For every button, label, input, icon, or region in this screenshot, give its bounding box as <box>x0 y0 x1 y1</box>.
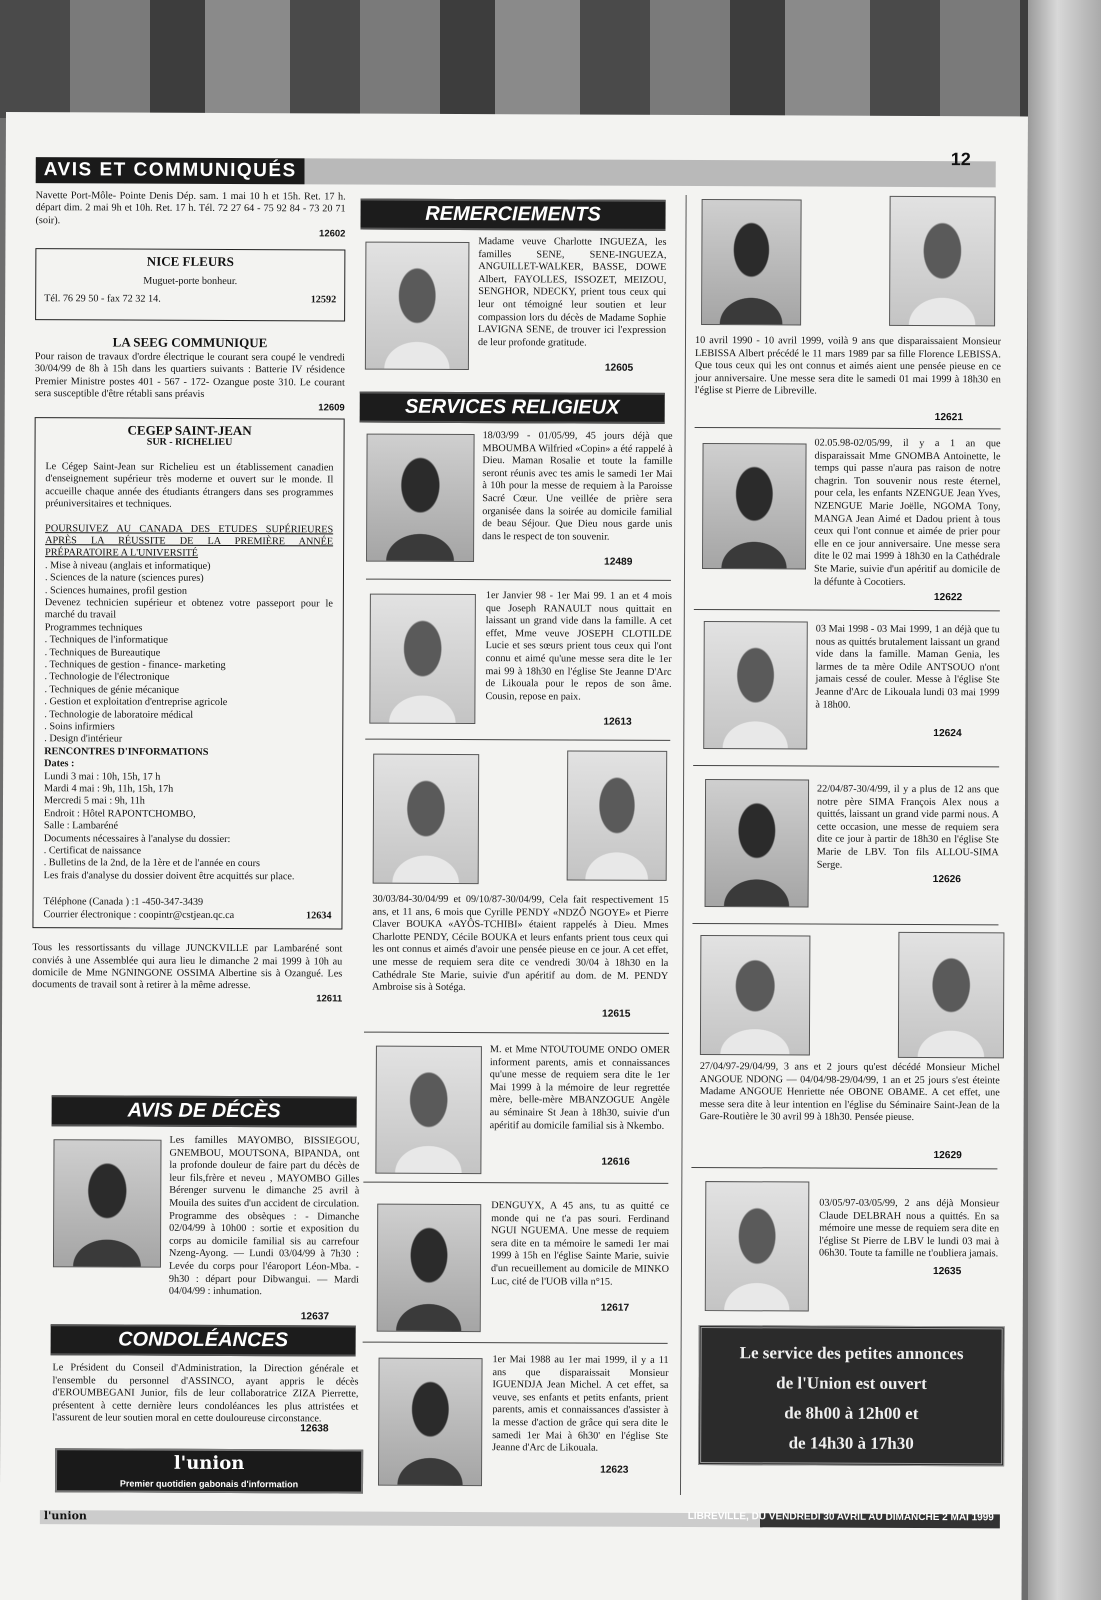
logo-tagline: Premier quotidien gabonais d'information <box>119 1478 299 1490</box>
condoleances-text: Le Président du Conseil d'Administration, la Direction générale et l'ensemble du personnel d'ASSINCO, ayant appris le décès d'EROUMBEGANI Junior, fils de leur collaboratrice ZIZA Pierrette, présentent à cette dernière leurs condoléances les plus attristées et l'assurent de leur soutien moral en cette douloureuse circonstance. <box>52 1362 359 1425</box>
portrait-photo <box>375 1046 482 1174</box>
ref-number: 12609 <box>318 402 345 414</box>
portrait-photo <box>700 935 811 1055</box>
cegep-list-1 <box>45 560 333 598</box>
cegep-box <box>32 417 344 929</box>
divider <box>366 579 671 581</box>
list-item: Mardi 4 mai : 9h, 11h, 15h, 17h <box>44 783 174 795</box>
ref-number: 12626 <box>932 874 962 886</box>
portrait-photo <box>366 434 475 562</box>
ref-number: 12623 <box>600 1464 629 1476</box>
portrait-photo <box>705 1181 810 1311</box>
nice-fleurs-text: Muguet-porte bonheur. <box>143 275 238 288</box>
column-1 <box>32 190 346 1005</box>
portrait-photo <box>705 779 810 907</box>
portrait-photo <box>898 932 1005 1058</box>
cegep-salle: Salle : Lambaréné <box>43 820 119 832</box>
list-item: Lundi 3 mai : 10h, 15h, 17 h <box>44 770 161 783</box>
list-item: . Design d'intérieur <box>44 733 123 745</box>
avis-deces-header: AVIS DE DÉCÈS <box>52 1095 357 1127</box>
cegep-heading: POURSUIVEZ AU CANADA DES ETUDES SUPÉRIEURES APRÈS LA RÉUSSITE DE LA PREMIÈRE ANNÉE PRÉPARATOIRE A L'UNIVERSITÉ <box>45 522 334 560</box>
divider <box>363 1182 668 1184</box>
remembrance-text: 27/04/97-29/04/99, 3 ans et 2 jours qu'est décédé Monsieur Michel ANGOUE NDONG — 04/04/98-29/04/99, 1 an et 25 jours s'est éteinte Madame ANGOUE Henriette née OBONE OBAME. A cet effet, une messe sera dite à leur intention en l'église du Séminaire Saint-Jean de la Gare-Routière le 30 avril 99 à 18h30. Pensée pieuse. <box>699 1061 1000 1124</box>
seeg-text: Pour raison de travaux d'ordre électrique le courant sera coupé le vendredi 30/04/99 de 8h à 15h dans les quartiers suivants : Batterie IV résidence Premier Ministre postes 401 - 567 - 172- Ozangue poste 310. Le courant sera susceptible d'être rétabli sans préavis <box>34 351 345 401</box>
ref-number: 12617 <box>600 1302 630 1314</box>
section-header-bar <box>36 157 996 187</box>
cegep-endroit: Endroit : Hôtel RAPONTCHOMBO, <box>43 808 196 820</box>
list-item: . Technologie de l'électronique <box>44 671 170 684</box>
service-text: DENGUYX, A 45 ans, tu as quitté ce monde qui ne t'a pas souri. Ferdinand NGUI NGUEMA. Une messe de requiem sera dite en ta mémoire le samedi 1er mai 1999 à 15h en l'église Sainte Marie, suivie d'un recueillement au domicile de MINKO Luc, cité de l'UOB villa n°15. <box>490 1200 670 1288</box>
list-item: . Gestion et exploitation d'entreprise agricole <box>44 696 228 709</box>
cegep-intro: Le Cégep Saint-Jean sur Richelieu est un établissement canadien d'enseignement supérieur très moderne et ouvert sur le monde. Il accueille chaque année des étudiants étrangers dans ses programmes préuniversitaires et techniques. <box>45 461 334 510</box>
nice-fleurs-box <box>35 248 345 321</box>
remembrance-text: 02.05.98-02/05/99, il y a 1 an que disparaissait Mme GNOMBA Antoinette, le temps qui passe n'aura pas raison de notre chagrin. Ton souvenir nous reste éternel, pour cela, les enfants NZENGUE Jean Yves, NZENGUE Marie Joëlle, NGOMA Tony, MANGA Jean Aimé et Dadou prient à tous ceux qui l'ont connue et aimée de prier pour elle en ce jour anniversaire. Une messe sera dite le 02 mai 1999 à 18h30 en la Cathédrale Ste Marie, suivie d'un apéritif au domicile de la défunte à Cocotiers. <box>813 437 1001 588</box>
cegep-rencontres: RENCONTRES D'INFORMATIONS <box>44 745 209 758</box>
promo-line: de 14h30 à 17h30 <box>788 1433 914 1453</box>
list-item: . Sciences de la nature (sciences pures) <box>44 572 204 584</box>
divider <box>365 739 670 741</box>
ref-number: 12616 <box>601 1156 630 1168</box>
ref-number: 12592 <box>310 294 337 306</box>
seeg-title: LA SEEG COMMUNIQUE <box>112 334 268 350</box>
ref-number: 12635 <box>932 1266 962 1278</box>
cegep-email: Courrier électronique : coopintr@cstjean.qc.ca <box>43 908 235 921</box>
junckville-notice: Tous les ressortissants du village JUNCKVILLE par Lambaréné sont conviés à une Assemblée qui aura lieu le dimanche 2 mai 1999 à 10h au domicile de Mme NGNINGONE OSSIMA Albertine sis à Ozangué. Les documents de travail sont à retirer à la même adresse. <box>32 942 343 992</box>
promo-line: de l'Union est ouvert <box>776 1373 927 1394</box>
column-rule <box>680 195 687 1495</box>
petites-annonces-box <box>698 1325 1005 1466</box>
portrait-photo <box>702 443 807 569</box>
cegep-dates-label: Dates : <box>44 758 75 770</box>
cegep-list-2 <box>44 634 332 747</box>
newspaper-page <box>0 112 1028 1600</box>
list-item: . Mise à niveau (anglais et informatique) <box>44 559 211 572</box>
ref-number: 12611 <box>316 993 343 1005</box>
cegep-prog-label: Programmes techniques <box>44 621 143 634</box>
divider <box>364 1032 669 1034</box>
ref-number: 12624 <box>933 728 962 740</box>
services-religieux-header: SERVICES RELIGIEUX <box>360 392 665 424</box>
footer-dateline: LIBREVILLE, DU VENDREDI 30 AVRIL AU DIMANCHE 2 MAI 1999 <box>687 1510 994 1524</box>
ref-number: 12489 <box>604 556 633 568</box>
cegep-docs: Documents nécessaires à l'analyse du dossier: <box>43 832 231 845</box>
cegep-title: CEGEP SAINT-JEAN <box>127 422 252 439</box>
divider <box>691 1167 997 1169</box>
background-right <box>1028 0 1101 1600</box>
cegep-tel: Téléphone (Canada ) :1 -450-347-3439 <box>43 896 204 909</box>
promo-line: Le service des petites annonces <box>739 1343 964 1364</box>
divider <box>695 427 1001 429</box>
portrait-photo <box>701 199 802 325</box>
service-text: M. et Mme NTOUTOUME ONDO OMER informent parents, amis et connaissances qu'une messe de requiem sera dite le 1er Mai 1999 à la mémoire de leur regrettée mère, belle-mère MBANZOGUE Angèle au séminaire St Jean à 18h30, suivie d'un apéritif au domicile familial sis à Nkembo. <box>489 1044 670 1132</box>
list-item: . Soins infirmiers <box>44 721 115 733</box>
divider <box>692 923 998 925</box>
remerciements-header: REMERCIEMENTS <box>360 199 665 231</box>
portrait-photo <box>365 242 470 370</box>
ref-number: 12613 <box>603 716 632 728</box>
condoleances-header: CONDOLÉANCES <box>51 1324 356 1356</box>
remembrance-text: 22/04/87-30/4/99, il y a plus de 12 ans que notre père SIMA François Alex nous a quittés, laissant un grand vide parmi nous. A cette occasion, une messe de requiem sera dite ce jour à partir de 18h30 en l'église Ste Marie de LBV. Ton fils ALLOU-SIMA Serge. <box>816 783 1000 871</box>
divider <box>693 765 999 767</box>
logo-name: l'union <box>173 1452 245 1475</box>
nice-fleurs-title: NICE FLEURS <box>146 253 234 269</box>
ref-number: 12637 <box>300 1311 330 1323</box>
service-text: 30/03/84-30/04/99 et 09/10/87-30/04/99, Cela fait respectivement 15 ans, et 11 ans, 6 mois que Cyrille PENDY «NDZÔ NGOYE» et Pierre Claver BOUKA «AYÔS-TCHIBI» étaient rappelés à Dieu. Mmes Charlotte PENDY, Cécile BOUKA et leurs enfants prient tous ceux qui les ont connus et aimés d'avoir une pensée pieuse en ce jour. A cet effet, une messe de requiem sera dite ce vendredi 30/04 à 18h30 en la Cathédrale Ste Marie, suivie d'un apéritif au dom. de M. PENDY Ambroise sis à Sotéga. <box>372 893 669 994</box>
ref-number: 12629 <box>933 1150 962 1162</box>
remembrance-text: 03/05/97-03/05/99, 2 ans déjà Monsieur Claude DELBRAH nous a quittés. En sa mémoire une messe de requiem sera dite en l'église St Pierre de LBV le lundi 03 mai à 06h30. Toute ta famille ne t'oubliera jamais. <box>819 1197 1000 1260</box>
ref-number: 12615 <box>602 1008 631 1020</box>
page-footer <box>40 1510 1000 1528</box>
background-top <box>0 0 1101 118</box>
portrait-photo <box>567 750 668 880</box>
cegep-mid: Devenez technicien supérieur et obtenez votre passeport pour le marché du travail <box>44 597 333 621</box>
cegep-frais: Les frais d'analyse du dossier doivent être acquittés sur place. <box>43 870 295 883</box>
ref-number: 12634 <box>306 910 332 922</box>
divider <box>694 609 1000 611</box>
portrait-photo <box>373 754 480 884</box>
list-item: . Sciences humaines, profil gestion <box>44 584 187 597</box>
divider <box>363 1342 668 1344</box>
list-item: . Techniques de gestion - finance- marketing <box>44 659 226 671</box>
list-item: . Techniques de Bureautique <box>44 646 161 659</box>
promo-line: de 8h00 à 12h00 et <box>784 1403 919 1423</box>
list-item: . Techniques de génie mécanique <box>44 683 180 696</box>
list-item: Mercredi 5 mai : 9h, 11h <box>43 795 145 808</box>
ref-number: 12638 <box>300 1423 329 1435</box>
avis-deces-text: Les familles MAYOMBO, BISSIEGOU, GNEMBOU, MOUTSONA, BIPANDA, ont la profonde douleur de faire part du décès de leur fils,frère et neveu , MAYOMBO Gilles Bérenger survenu le dimanche 25 avril à Mouila des suites d'un accident de circulation. Programme des obsèques : - Dimanche 02/04/99 à 10h00 : sortie et exposition du corps au domicile familial sis au carrefour Nzeng-Ayong. — Lundi 03/04/99 à 7h30 : Levée du corps pour l'éaroport Léon-Mba. - 9h30 : départ pour Dibwangui. — Mardi 04/04/99 : inhumation. <box>168 1134 360 1298</box>
list-item: . Bulletins de la 2nd, de la 1ère et de l'année en cours <box>43 857 261 870</box>
cegep-subtitle: SUR - RICHELIEU <box>146 437 233 449</box>
portrait-photo <box>889 196 996 326</box>
portrait-photo <box>377 1204 482 1332</box>
portrait-photo <box>378 1358 483 1486</box>
ref-number: 12605 <box>604 362 634 374</box>
ref-number: 12602 <box>319 228 346 240</box>
list-item: . Technologie de laboratoire médical <box>44 708 194 721</box>
portrait-photo <box>369 594 476 724</box>
list-item: . Certificat de naissance <box>43 845 142 857</box>
ref-number: 12621 <box>934 412 964 424</box>
service-text: 1er Mai 1988 au 1er mai 1999, il y a 11 ans que disparaissait Monsieur IGUENDJA Jean Michel. A cet effet, sa veuve, ses enfants et petits enfants, prient parents, amis et connaissances d'assister à la messe d'action de grâce qui sera dite le samedi 1er Mai à 6h30' en l'église Ste Jeanne d'Arc de Likouala. <box>492 1354 669 1454</box>
section-title: AVIS ET COMMUNIQUÉS <box>43 159 297 182</box>
navette-notice: Navette Port-Môle- Pointe Denis Dép. sam. 1 mai 10 h et 15h. Ret. 17 h. départ dim. 2 mai 9h et 10h. Ret. 17 h. Tél. 72 27 64 - 75 92 84 - 73 20 71 (soir). <box>35 190 346 227</box>
remerciements-text: Madame veuve Charlotte INGUEZA, les familles SENE, SENE-INGUEZA, ANGUILLET-WALKER, BASSE, DOWE Albert, FAYOLLES, ISSOZET, MEIZOU, SENGHOR, NDECKY, prient tous ceux qui leur ont témoigné leur soutien et leur compassion lors du décès de Madame Sophie LAVIGNA SENE, de trouver ici l'expression de leur profonde gratitude. <box>477 236 667 349</box>
service-text: 18/03/99 - 01/05/99, 45 jours déjà que MBOUMBA Wilfried «Copin» a été rappelé à Dieu. Maman Rosalie et toute la famille seront réunis avec tes amis le samedi 1er Mai à 10h pour la messe de requiem à la Paroisse Sacré Cœur. Une veillée de prière sera organisée dans la soirée au domicile familial de beau Séjour. Que Dieu nous garde unis dans le respect de ton souvenir. <box>482 430 673 543</box>
remembrance-text: 03 Mai 1998 - 03 Mai 1999, 1 an déjà que tu nous as quittés brutalement laissant un grand vide dans la famille. Maman Genia, les larmes de ta mère Odile ANTSOUO n'ont jamais cessé de couler. Messe à l'église Ste Jeanne d'Arc de Likouala lundi 03 mai 1999 à 18h00. <box>815 623 1000 711</box>
ref-number: 12622 <box>933 592 963 604</box>
nice-fleurs-tel: Tél. 76 29 50 - fax 72 32 14. <box>44 293 161 306</box>
list-item: . Techniques de l'informatique <box>44 634 168 646</box>
footer-brand: l'union <box>43 1509 87 1523</box>
remembrance-text: 10 avril 1990 - 10 avril 1999, voilà 9 ans que disparaissaient Monsieur LEBISSA Albert précédé le 11 mars 1989 par sa fille Florence LEBISSA. Que tous ceux qui les ont connus et aimés aient une pensée pieuse en ce jour anniversaire. Une messe sera dite le samedi 01 mai 1999 à 18h30 en l'église st Pierre de Libreville. <box>694 335 1002 397</box>
service-text: 1er Janvier 98 - 1er Mai 99. 1 an et 4 mois que Joseph RANAULT nous quittait en laissant un grand vide dans la famille. A cet effet, Mme veuve JOSEPH CLOTILDE Lucie et ses sœurs prient tous ceux qui l'ont connu et aimé qu'une messe sera dite le 1er mai 99 à 18h30 en l'église Ste Jeanne D'Arc de Likouala pour le repos de son âme. Cousin, repose en paix. <box>485 590 672 703</box>
page-number: 12 <box>950 149 971 170</box>
portrait-photo <box>703 621 808 749</box>
union-logo <box>55 1448 363 1493</box>
deceased-photo <box>53 1139 162 1267</box>
